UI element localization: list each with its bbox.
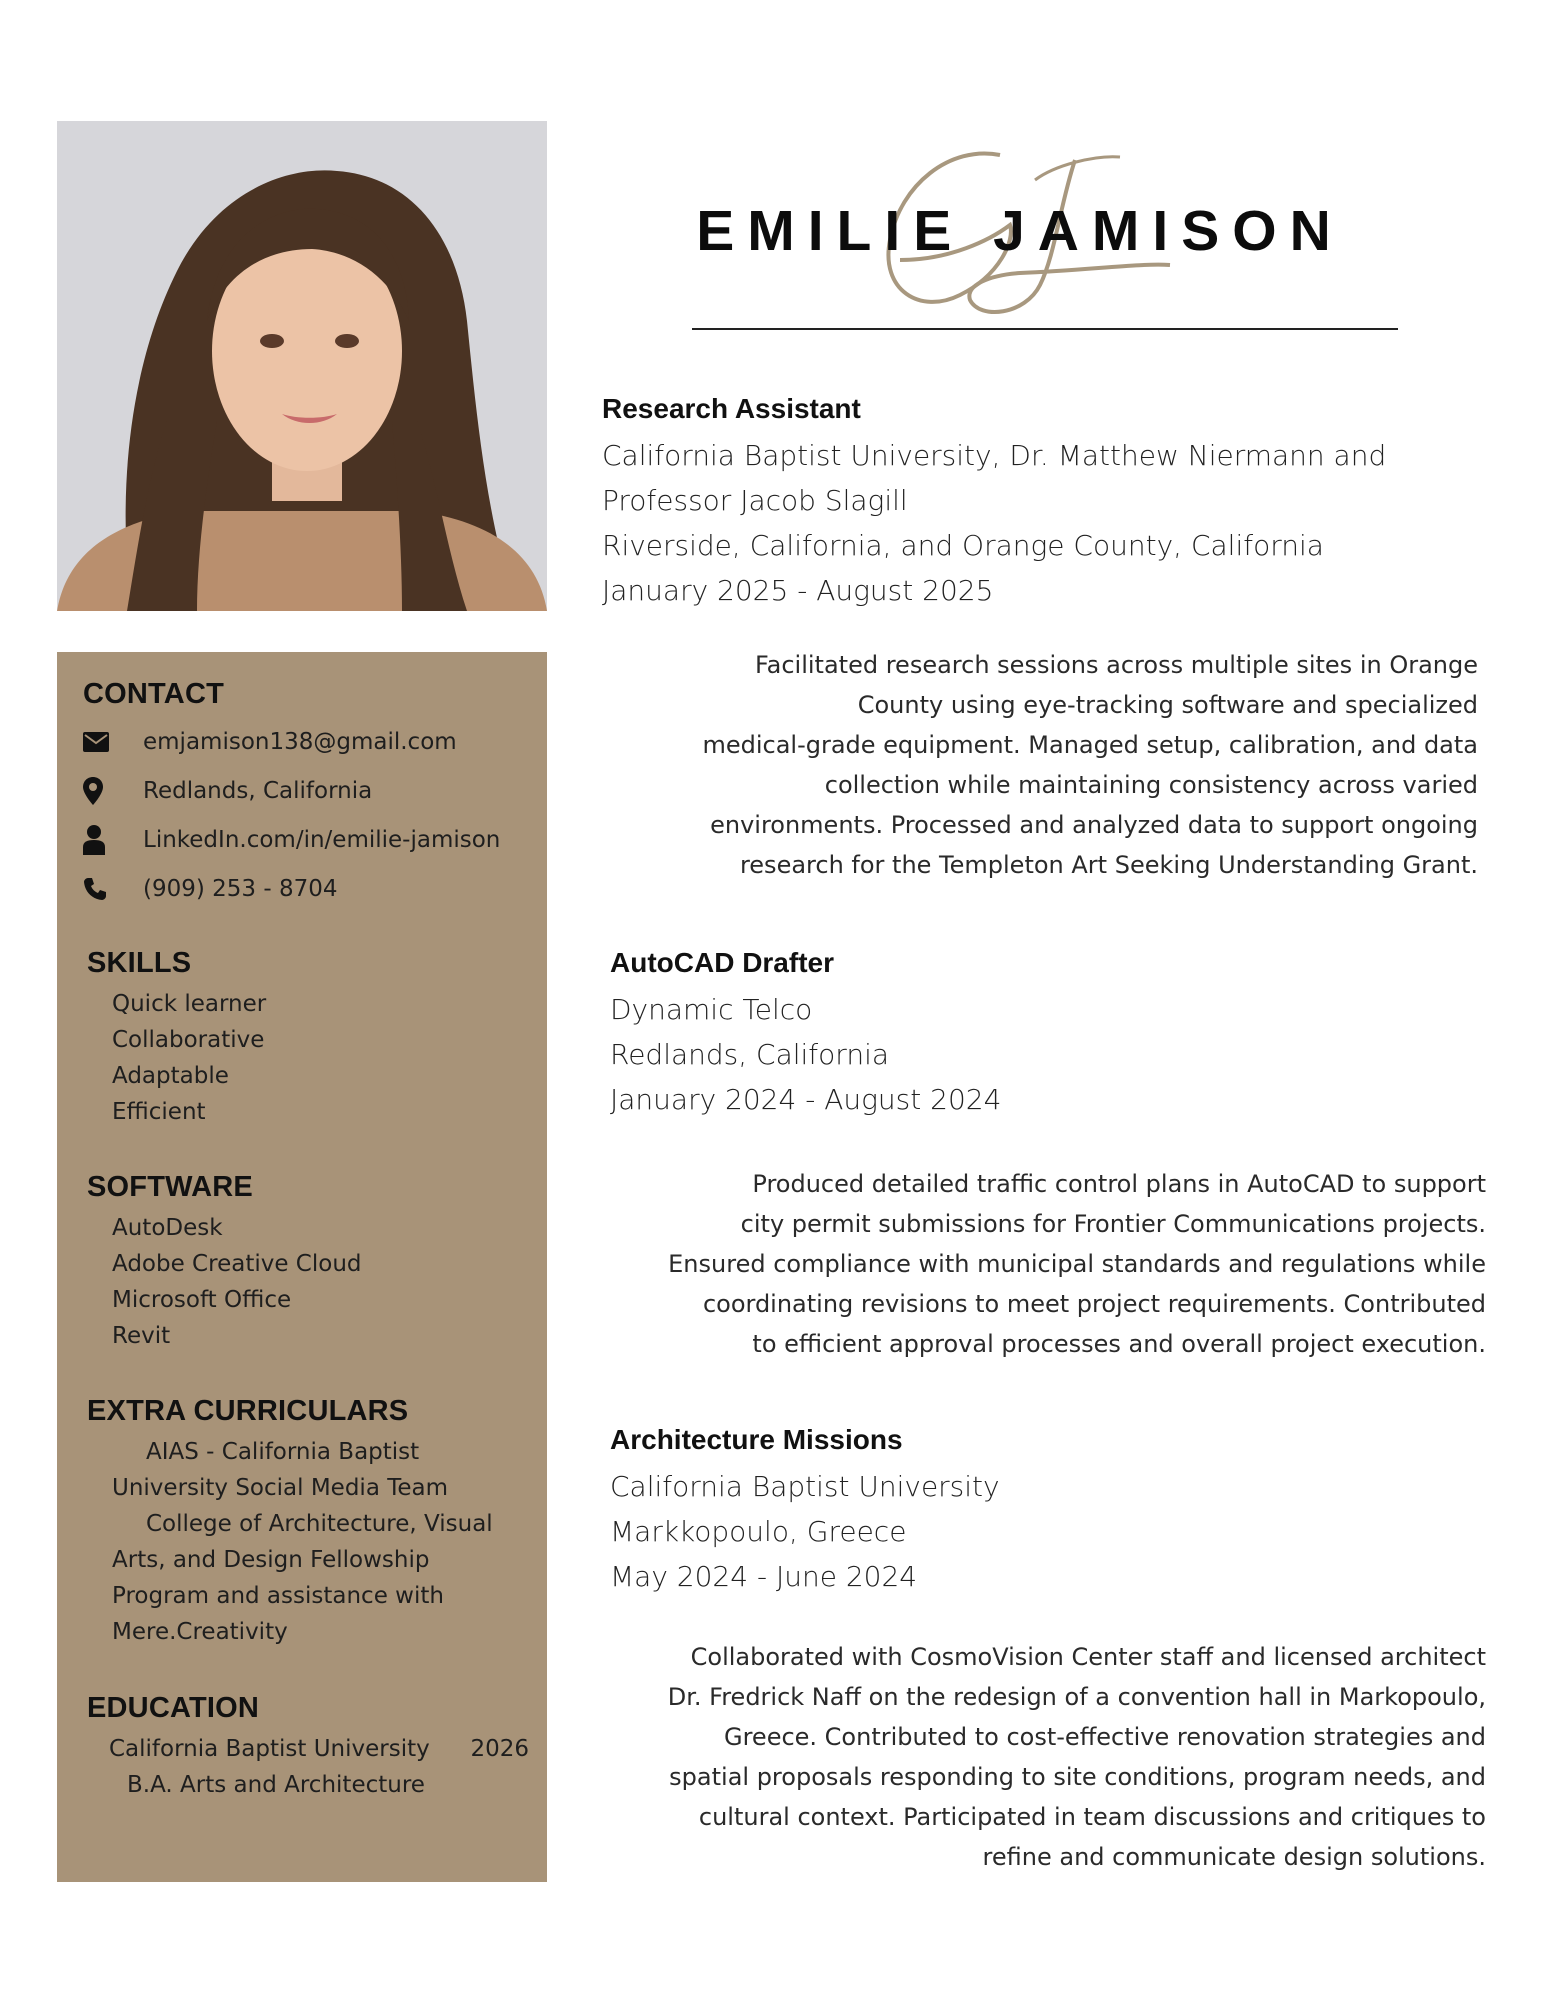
job-title: Research Assistant [602, 393, 861, 424]
software-list [112, 1210, 362, 1354]
contact-linkedin[interactable] [83, 825, 500, 855]
job-location: Markkopoulo, Greece [610, 1515, 907, 1548]
education-degree: B.A. Arts and Architecture [127, 1772, 425, 1798]
name-divider [692, 328, 1398, 330]
desc-line: environments. Processed and analyzed data to support ongoing [710, 811, 1478, 839]
skill-item: Quick learner [112, 991, 267, 1017]
skills-heading: SKILLS [87, 947, 192, 979]
job-dates: January 2025 - August 2025 [602, 574, 994, 607]
contact-heading: CONTACT [83, 678, 225, 710]
education-school: California Baptist University [109, 1736, 430, 1762]
extracurricular-line: University Social Media Team [112, 1475, 449, 1501]
job-location: Redlands, California [610, 1038, 890, 1071]
contact-email[interactable] [83, 727, 457, 757]
experience-architecture-missions [610, 1424, 1410, 1599]
experience-autocad-drafter [610, 947, 1410, 1122]
envelope-icon [83, 727, 119, 757]
education-heading: EDUCATION [87, 1692, 260, 1724]
skills-list [112, 986, 266, 1130]
desc-line: cultural context. Participated in team discussions and critiques to [698, 1803, 1486, 1831]
contact-phone[interactable] [83, 874, 338, 904]
desc-line: medical-grade equipment. Managed setup, calibration, and data [702, 731, 1478, 759]
desc-line: city permit submissions for Frontier Communications projects. [740, 1210, 1486, 1238]
person-icon [83, 825, 119, 855]
job-dates: May 2024 - June 2024 [610, 1560, 918, 1593]
job-organization: California Baptist University [610, 1470, 1000, 1503]
job-title: AutoCAD Drafter [610, 947, 834, 978]
experience-research-assistant [602, 393, 1402, 613]
extracurricular-line: Program and assistance with [112, 1583, 444, 1609]
desc-line: coordinating revisions to meet project requirements. Contributed [702, 1290, 1486, 1318]
phone-text: (909) 253 - 8704 [143, 876, 338, 902]
software-item: AutoDesk [112, 1215, 223, 1241]
profile-photo [57, 121, 547, 611]
desc-line: Collaborated with CosmoVision Center staff and licensed architect [690, 1643, 1486, 1671]
education-year: 2026 [470, 1736, 529, 1762]
desc-line: research for the Templeton Art Seeking Understanding Grant. [739, 851, 1478, 879]
extracurricular-line: Arts, and Design Fellowship [112, 1547, 430, 1573]
job-dates: January 2024 - August 2024 [610, 1083, 1002, 1116]
desc-line: collection while maintaining consistency across varied [824, 771, 1478, 799]
desc-line: Ensured compliance with municipal standards and regulations while [668, 1250, 1486, 1278]
education-entry [109, 1731, 529, 1803]
email-text: emjamison138@gmail.com [143, 729, 457, 755]
desc-line: Facilitated research sessions across multiple sites in Orange [755, 651, 1478, 679]
software-item: Adobe Creative Cloud [112, 1251, 362, 1277]
extracurriculars-heading: EXTRA CURRICULARS [87, 1395, 409, 1427]
extracurricular-line: AIAS - California Baptist [146, 1439, 420, 1465]
job-organization: California Baptist University, Dr. Matthew Niermann and [602, 439, 1387, 472]
desc-line: County using eye-tracking software and specialized [857, 691, 1478, 719]
software-item: Microsoft Office [112, 1287, 292, 1313]
desc-line: refine and communicate design solutions. [982, 1843, 1486, 1871]
extracurriculars-list [112, 1434, 522, 1650]
phone-icon [83, 874, 119, 904]
desc-line: Dr. Fredrick Naff on the redesign of a convention hall in Markopoulo, [667, 1683, 1486, 1711]
job-description [600, 645, 1478, 885]
skill-item: Efficient [112, 1099, 206, 1125]
software-heading: SOFTWARE [87, 1171, 253, 1203]
job-organization-continued: Professor Jacob Slagill [602, 484, 908, 517]
desc-line: spatial proposals responding to site conditions, program needs, and [669, 1763, 1486, 1791]
extracurricular-line: College of Architecture, Visual [146, 1511, 493, 1537]
name-header [690, 140, 1410, 330]
job-title: Architecture Missions [610, 1424, 903, 1455]
desc-line: Greece. Contributed to cost-effective renovation strategies and [723, 1723, 1486, 1751]
location-text: Redlands, California [143, 778, 373, 804]
sidebar [57, 652, 547, 1882]
software-item: Revit [112, 1323, 171, 1349]
job-location: Riverside, California, and Orange County, California [602, 529, 1324, 562]
job-description [600, 1637, 1486, 1877]
desc-line: to efficient approval processes and overall project execution. [752, 1330, 1486, 1358]
portrait-illustration [57, 121, 547, 611]
linkedin-text: LinkedIn.com/in/emilie-jamison [143, 827, 501, 853]
skill-item: Collaborative [112, 1027, 265, 1053]
job-description [600, 1164, 1486, 1364]
job-organization: Dynamic Telco [610, 993, 813, 1026]
contact-location [83, 776, 372, 806]
desc-line: Produced detailed traffic control plans in AutoCAD to support [752, 1170, 1486, 1198]
skill-item: Adaptable [112, 1063, 229, 1089]
location-pin-icon [83, 776, 119, 806]
extracurricular-line: Mere.Creativity [112, 1619, 288, 1645]
full-name: EMILIE JAMISON [696, 199, 1344, 263]
